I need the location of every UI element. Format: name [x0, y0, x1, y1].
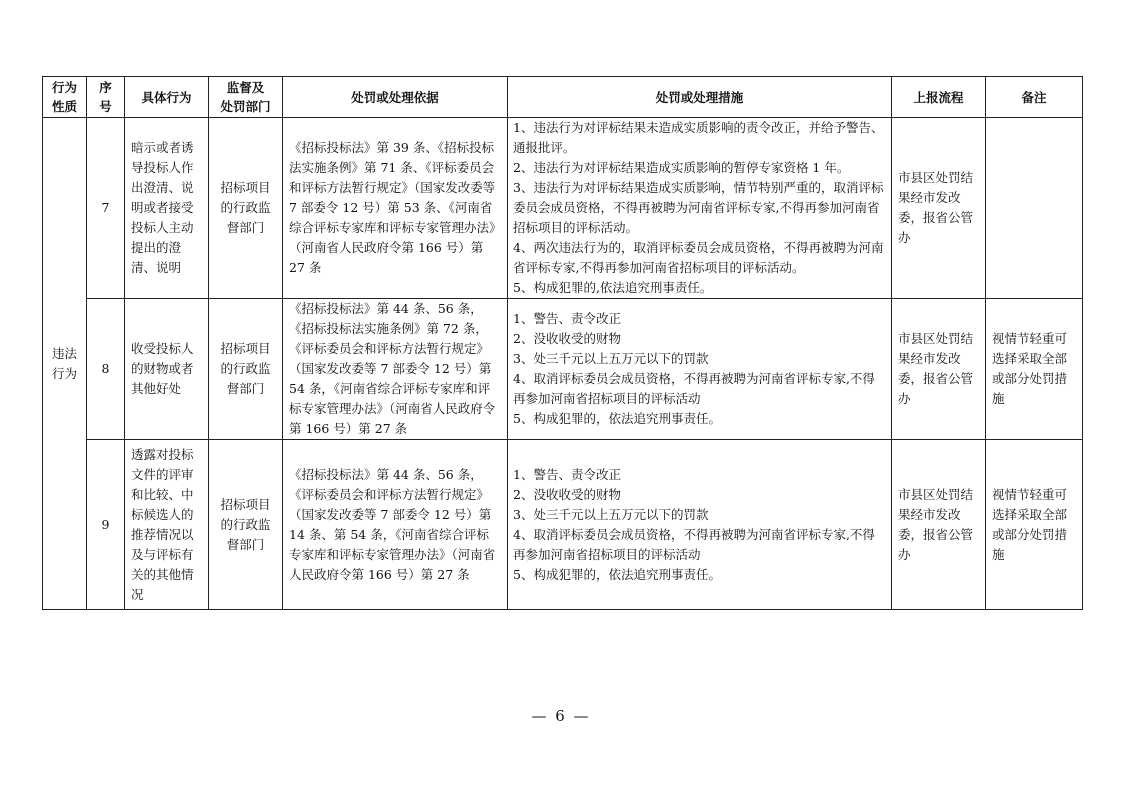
department-cell: 招标项目 的行政监 督部门	[209, 440, 283, 610]
row-index: 7	[87, 118, 125, 299]
header-basis: 处罚或处理依据	[283, 77, 508, 118]
remark-cell: 视情节轻重可选择采取全部或部分处罚措施	[986, 440, 1083, 610]
remark-cell	[986, 118, 1083, 299]
header-row	[43, 77, 1083, 118]
header-behavior: 具体行为	[125, 77, 209, 118]
process-cell: 市县区处罚结果经市发改委，报省公管办	[892, 440, 986, 610]
header-index: 序 号	[87, 77, 125, 118]
header-nature: 行为 性质	[43, 77, 87, 118]
header-remark: 备注	[986, 77, 1083, 118]
measures-cell: 1、警告、责令改正 2、没收收受的财物 3、处三千元以上五万元以下的罚款 4、取消评标委员会成员资格，不得再被聘为河南省评标专家,不得再参加河南省招标项目的评标活动 5、构成犯罪的，依法追究刑事责任。	[508, 299, 892, 440]
table-row	[43, 299, 1083, 440]
remark-cell: 视情节轻重可选择采取全部或部分处罚措施	[986, 299, 1083, 440]
basis-cell: 《招标投标法》第 44 条、56 条，《评标委员会和评标方法暂行规定》（国家发改委等 7 部委令 12 号）第 14 条、第 54 条，《河南省综合评标专家库和评标专家管理办法》（河南省人民政府令第 166 号）第 27 条	[283, 440, 508, 610]
basis-cell: 《招标投标法》第 39 条、《招标投标法实施条例》第 71 条、《评标委员会和评标方法暂行规定》（国家发改委等 7 部委令 12 号）第 53 条、《河南省综合评标专家库和评标专家管理办法》（河南省人民政府令第 166 号）第 27 条	[283, 118, 508, 299]
department-cell: 招标项目 的行政监 督部门	[209, 299, 283, 440]
table-row	[43, 440, 1083, 610]
row-index: 8	[87, 299, 125, 440]
row-index: 9	[87, 440, 125, 610]
header-measures: 处罚或处理措施	[508, 77, 892, 118]
table-row	[43, 118, 1083, 299]
measures-cell: 1、违法行为对评标结果未造成实质影响的责令改正，并给予警告、通报批评。 2、违法行为对评标结果造成实质影响的暂停专家资格 1 年。 3、违法行为对评标结果造成实质影响，情节特别严重的，取消评标委员会成员资格，不得再被聘为河南省评标专家,不得再参加河南省招标项目的评标活动。 4、两次违法行为的，取消评标委员会成员资格，不得再被聘为河南省评标专家,不得再参加河南省招标项目的评标活动。 5、构成犯罪的,依法追究刑事责任。	[508, 118, 892, 299]
department-cell: 招标项目 的行政监 督部门	[209, 118, 283, 299]
basis-cell: 《招标投标法》第 44 条、56 条，《招标投标法实施条例》第 72 条，《评标委员会和评标方法暂行规定》（国家发改委等 7 部委令 12 号）第 54 条，《河南省综合评标专家库和评标专家管理办法》（河南省人民政府令第 166 号）第 27 条	[283, 299, 508, 440]
measures-cell: 1、警告、责令改正 2、没收收受的财物 3、处三千元以上五万元以下的罚款 4、取消评标委员会成员资格，不得再被聘为河南省评标专家,不得再参加河南省招标项目的评标活动 5、构成犯罪的，依法追究刑事责任。	[508, 440, 892, 610]
process-cell: 市县区处罚结果经市发改委，报省公管办	[892, 118, 986, 299]
behavior-cell: 透露对投标 文件的评审 和比较、中 标候选人的 推荐情况以 及与评标有 关的其他情 况	[125, 440, 209, 610]
nature-cell: 违法 行为	[43, 118, 87, 610]
header-process: 上报流程	[892, 77, 986, 118]
behavior-cell: 暗示或者诱 导投标人作 出澄清、说 明或者接受 投标人主动 提出的澄 清、说明	[125, 118, 209, 299]
penalty-table	[42, 76, 1083, 610]
process-cell: 市县区处罚结果经市发改委，报省公管办	[892, 299, 986, 440]
behavior-cell: 收受投标人 的财物或者 其他好处	[125, 299, 209, 440]
header-department: 监督及 处罚部门	[209, 77, 283, 118]
page-number: — 6 —	[531, 707, 591, 725]
